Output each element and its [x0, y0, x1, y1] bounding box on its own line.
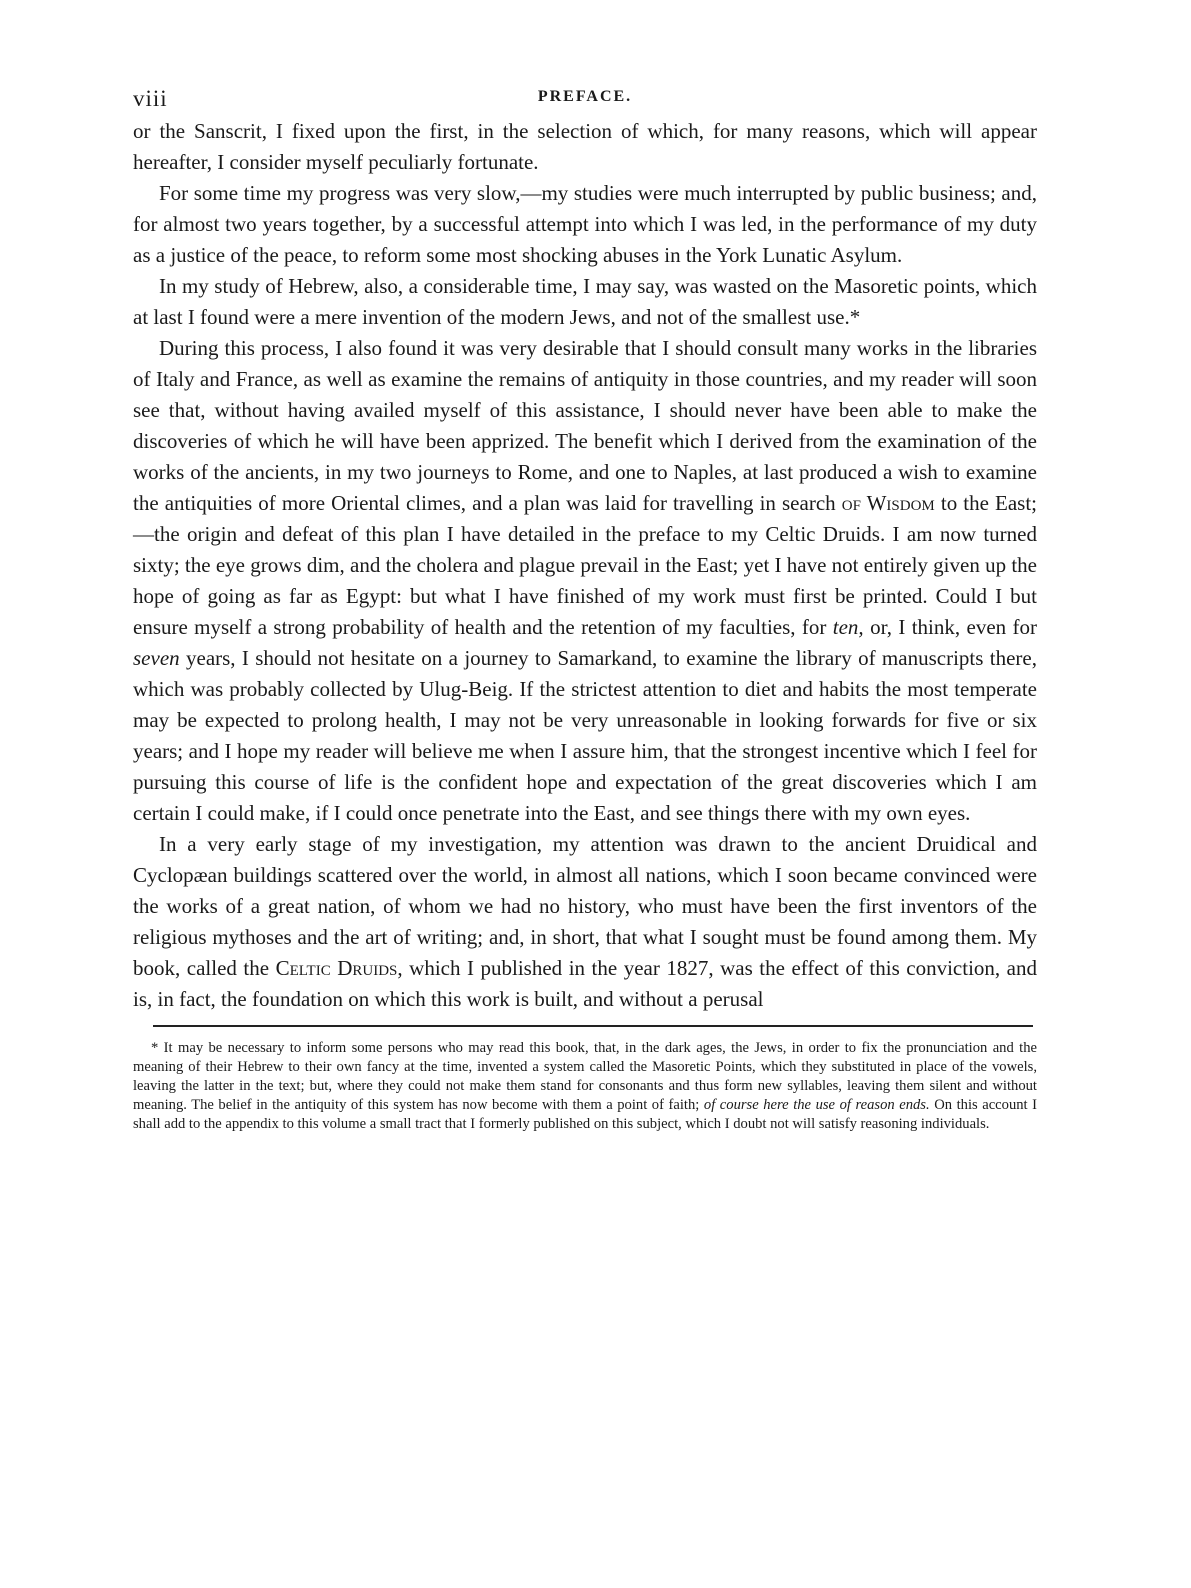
paragraph-2: For some time my progress was very slow,—my studies were much interrupted by public business; and, for almost two years together, by a successful attempt into which I was led, in the performance of my duty as a justice of the peace, to reform some most shocking abuses in the York Lunatic Asylum. [133, 181, 1037, 267]
footnote-part-b: On this account I shall add to the appendix to this volume a small tract that I formerly published on this subject, which I doubt not will satisfy reasoning individuals. [133, 1097, 1038, 1132]
paragraph-5 [133, 829, 1037, 1015]
page-number: viii [133, 86, 168, 111]
running-title: PREFACE. [537, 88, 633, 105]
paragraph-1: or the Sanscrit, I fixed upon the first, in the selection of which, for many reasons, which will appear hereafter, I consider myself peculiarly fortunate. [133, 119, 1037, 174]
paragraph-4 [133, 333, 1037, 829]
ten-italic: ten, [832, 615, 864, 639]
footnote-divider [153, 1025, 1033, 1027]
footnote-italic: of course here the use of reason ends. [703, 1097, 930, 1113]
book-page [133, 82, 1037, 1134]
footnote-part-a: * It may be necessary to inform some persons who may read this book, that, in the dark ages, the Jews, in order to fix the pronunciation and the meaning of their Hebrew to their own fancy at the time, invented a system called the Masoretic Points, which they substituted in place of the vowels, leaving the latter in the text; but, where they could not make them stand for consonants and thus form new syllables, leaving them silent and without meaning. The belief in the antiquity of this system has now become with them a point of faith; [133, 1040, 1037, 1113]
of-wisdom-smallcaps: of Wisdom [841, 491, 935, 515]
paragraph-5-part-b: which I published in the year 1827, was the effect of this conviction, and is, in fact, the foundation on which this work is built, and without a perusal [133, 956, 1037, 1011]
paragraph-4-part-d: years, I should not hesitate on a journey to Samarkand, to examine the library of manuscripts there, which was probably collected by Ulug-Beig. If the strictest attention to diet and habits the most temperate may be expected to prolong health, I may not be very unreasonable in looking forwards for five or six years; and I hope my reader will believe me when I assure him, that the strongest incentive which I feel for pursuing this course of life is the confident hope and expectation of the great discoveries which I am certain I could make, if I could once penetrate into the East, and see things there with my own eyes. [133, 646, 1037, 825]
celtic-druids-smallcaps: Celtic Druids, [275, 956, 403, 980]
paragraph-4-part-b: to the East;—the origin and defeat of this plan I have detailed in the preface to my Celtic Druids. I am now turned sixty; the eye grows dim, and the cholera and plague prevail in the East; yet I have not entirely given up the hope of going as far as Egypt: but what I have finished of my work must first be printed. Could I but ensure myself a strong probability of health and the retention of my faculties, for [133, 491, 1038, 639]
paragraph-4-part-c: or, I think, even for [870, 615, 1037, 639]
main-text [133, 116, 1037, 1015]
paragraph-3: In my study of Hebrew, also, a considerable time, I may say, was wasted on the Masoretic points, which at last I found were a mere invention of the modern Jews, and not of the smallest use.* [133, 274, 1037, 329]
seven-italic: seven [133, 646, 180, 670]
paragraph-5-part-a: In a very early stage of my investigation, my attention was drawn to the ancient Druidical and Cyclopæan buildings scattered over the world, in almost all nations, which I soon became convinced were the works of a great nation, of whom we had no history, who must have been the first inventors of the religious mythoses and the art of writing; and, in short, that what I sought must be found among them. My book, called the [133, 832, 1037, 980]
page-header [133, 82, 1037, 116]
footnote [133, 1039, 1037, 1134]
paragraph-4-part-a: During this process, I also found it was very desirable that I should consult many works in the libraries of Italy and France, as well as examine the remains of antiquity in those countries, and my reader will soon see that, without having availed myself of this assistance, I should never have been able to make the discoveries of which he will have been apprized. The benefit which I derived from the examination of the works of the ancients, in my two journeys to Rome, and one to Naples, at last produced a wish to examine the antiquities of more Oriental climes, and a plan was laid for travelling in search [133, 336, 1037, 515]
